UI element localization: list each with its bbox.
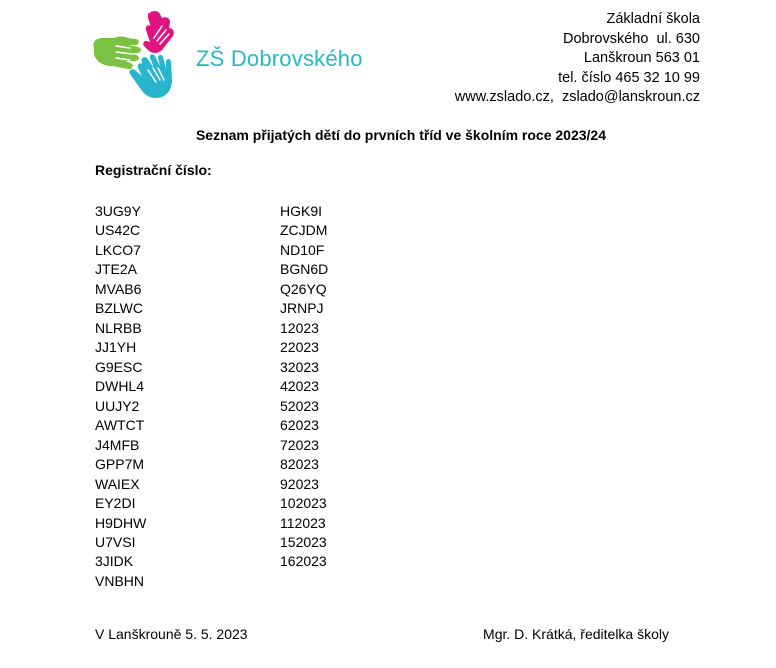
registration-code: 92023: [280, 475, 319, 492]
hands-logo-icon: [90, 8, 190, 100]
registration-codes-column-2: [280, 202, 328, 572]
place-and-date: V Lanškrouně 5. 5. 2023: [95, 626, 248, 642]
registration-code: 82023: [280, 456, 319, 473]
registration-code: 32023: [280, 358, 319, 375]
registration-number-label: Registrační číslo:: [95, 162, 212, 178]
registration-code: 152023: [280, 533, 327, 550]
registration-code: G9ESC: [95, 358, 143, 375]
registration-code: BZLWC: [95, 300, 143, 317]
registration-code: 112023: [280, 514, 326, 531]
address-city: Lanškroun 563 01: [583, 50, 700, 67]
registration-code: J4MFB: [95, 436, 140, 453]
registration-code: NLRBB: [95, 319, 142, 336]
registration-code: 3JIDK: [95, 553, 134, 570]
registration-code: 52023: [280, 397, 319, 414]
registration-code: JTE2A: [95, 261, 138, 278]
signature-line: Mgr. D. Krátká, ředitelka školy: [483, 626, 669, 642]
registration-code: JJ1YH: [95, 339, 137, 356]
registration-code: 22023: [280, 339, 319, 356]
registration-code: 162023: [280, 553, 327, 570]
address-street: Dobrovského ul. 630: [562, 30, 700, 47]
registration-code: 42023: [280, 378, 319, 395]
registration-code: 12023: [280, 319, 319, 336]
address-school-type: Základní škola: [606, 11, 700, 27]
registration-code: UUJY2: [95, 397, 140, 414]
registration-code: U7VSI: [95, 533, 136, 550]
document-title: Seznam přijatých dětí do prvních tříd ve školním roce 2023/24: [195, 127, 607, 143]
address-web-email: www.zslado.cz, zslado@lanskroun.cz: [454, 89, 700, 106]
registration-code: 72023: [280, 436, 319, 453]
registration-code: Q26YQ: [280, 280, 327, 297]
address-phone: tel. číslo 465 32 10 99: [558, 69, 700, 86]
registration-code: VNBHN: [95, 572, 145, 589]
registration-code: 62023: [280, 417, 319, 434]
school-logo: [90, 8, 370, 100]
registration-code: JRNPJ: [280, 300, 324, 317]
registration-code: HGK9I: [280, 203, 323, 219]
registration-code: WAIEX: [95, 475, 140, 492]
registration-code: 102023: [280, 495, 327, 512]
registration-code: H9DHW: [95, 514, 147, 531]
registration-code: AWTCT: [95, 417, 145, 434]
school-name-logo-text: ZŠ Dobrovského: [196, 46, 363, 71]
registration-code: MVAB6: [95, 280, 142, 297]
registration-code: 3UG9Y: [95, 203, 141, 219]
registration-code: ND10F: [280, 241, 325, 258]
registration-code: ZCJDM: [280, 222, 328, 239]
registration-code: GPP7M: [95, 456, 145, 473]
registration-codes-column-1: [95, 202, 146, 591]
registration-code: BGN6D: [280, 261, 329, 278]
registration-code: EY2DI: [95, 495, 136, 512]
school-address: [455, 10, 700, 108]
registration-code: LKCO7: [95, 241, 141, 258]
registration-code: US42C: [95, 222, 141, 239]
registration-code: DWHL4: [95, 378, 145, 395]
